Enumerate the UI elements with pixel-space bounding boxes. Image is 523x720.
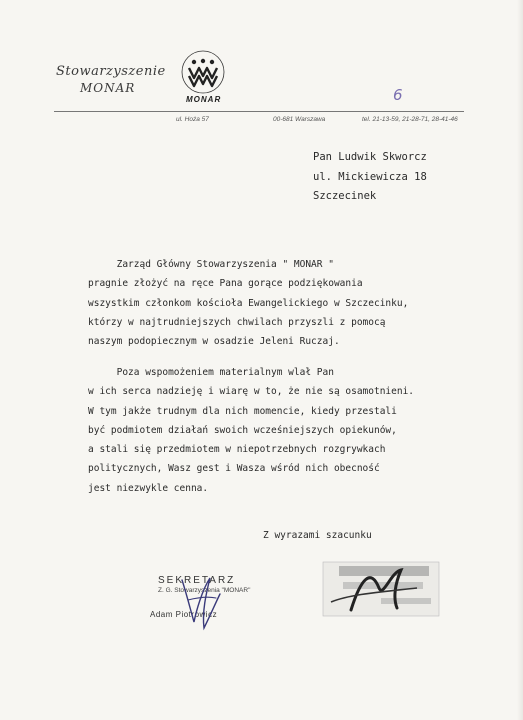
paragraph-line: Poza wspomożeniem materialnym wlał Pan — [88, 367, 334, 378]
paragraph-line: jest niezwykle cenna. — [88, 482, 209, 494]
paragraph-line: w ich serca nadzieję i wiarę w to, że nie są osamotnieni. — [88, 386, 415, 398]
org-name-line2: MONAR — [80, 81, 136, 95]
paragraph-line: naszym podopiecznym w osadzie Jeleni Ruczaj. — [88, 336, 340, 348]
handwritten-page-number: 6 — [393, 86, 403, 104]
signature-subtitle: Z. G. Stowarzyszenia "MONAR" — [158, 587, 251, 594]
paragraph-line: W tym jakże trudnym dla nich momencie, kiedy przestali — [88, 405, 397, 417]
letter-paragraph-1 — [88, 255, 408, 351]
recipient-line: Pan Ludwik Skworcz — [313, 151, 427, 163]
paragraph-line: politycznych, Wasz gest i Wasza wśród nich obecność — [88, 463, 380, 475]
paragraph-line: którzy w najtrudniejszych chwilach przyszli z pomocą — [88, 316, 386, 328]
signatory-name: Adam Piotrowicz — [150, 610, 218, 619]
org-name-line1: Stowarzyszenie — [56, 64, 166, 79]
official-stamp-icon — [321, 558, 441, 620]
letterhead-rule — [54, 111, 464, 112]
address-street: ul. Hoża 57 — [176, 116, 209, 123]
signature-title: SEKRETARZ — [158, 575, 236, 586]
recipient-line: ul. Mickiewicza 18 — [313, 170, 427, 183]
letter-paragraph-2 — [88, 363, 414, 498]
paragraph-line: pragnie złożyć na ręce Pana gorące podziękowania — [88, 278, 363, 290]
recipient-address — [313, 148, 427, 207]
organization-name — [56, 64, 166, 95]
paragraph-line: Zarząd Główny Stowarzyszenia " MONAR " — [88, 259, 334, 270]
paper-edge-shadow — [517, 0, 523, 720]
handwritten-signature-icon — [176, 572, 226, 634]
closing-salutation: Z wyrazami szacunku — [263, 530, 372, 541]
recipient-line: Szczecinek — [313, 190, 377, 202]
address-phone: tel. 21-13-59, 21-28-71, 28-41-46 — [362, 116, 458, 123]
address-city: 00-681 Warszawa — [273, 116, 326, 123]
paragraph-line: wszystkim członkom kościoła Ewangelickiego w Szczecinku, — [88, 297, 409, 309]
paragraph-line: być podmiotem działań swoich wcześniejszych opiekunów, — [88, 424, 397, 436]
paragraph-line: a stali się przedmiotem w niepotrzebnych rozgrywkach — [88, 444, 386, 456]
logo-wordmark: MONAR — [186, 95, 222, 104]
